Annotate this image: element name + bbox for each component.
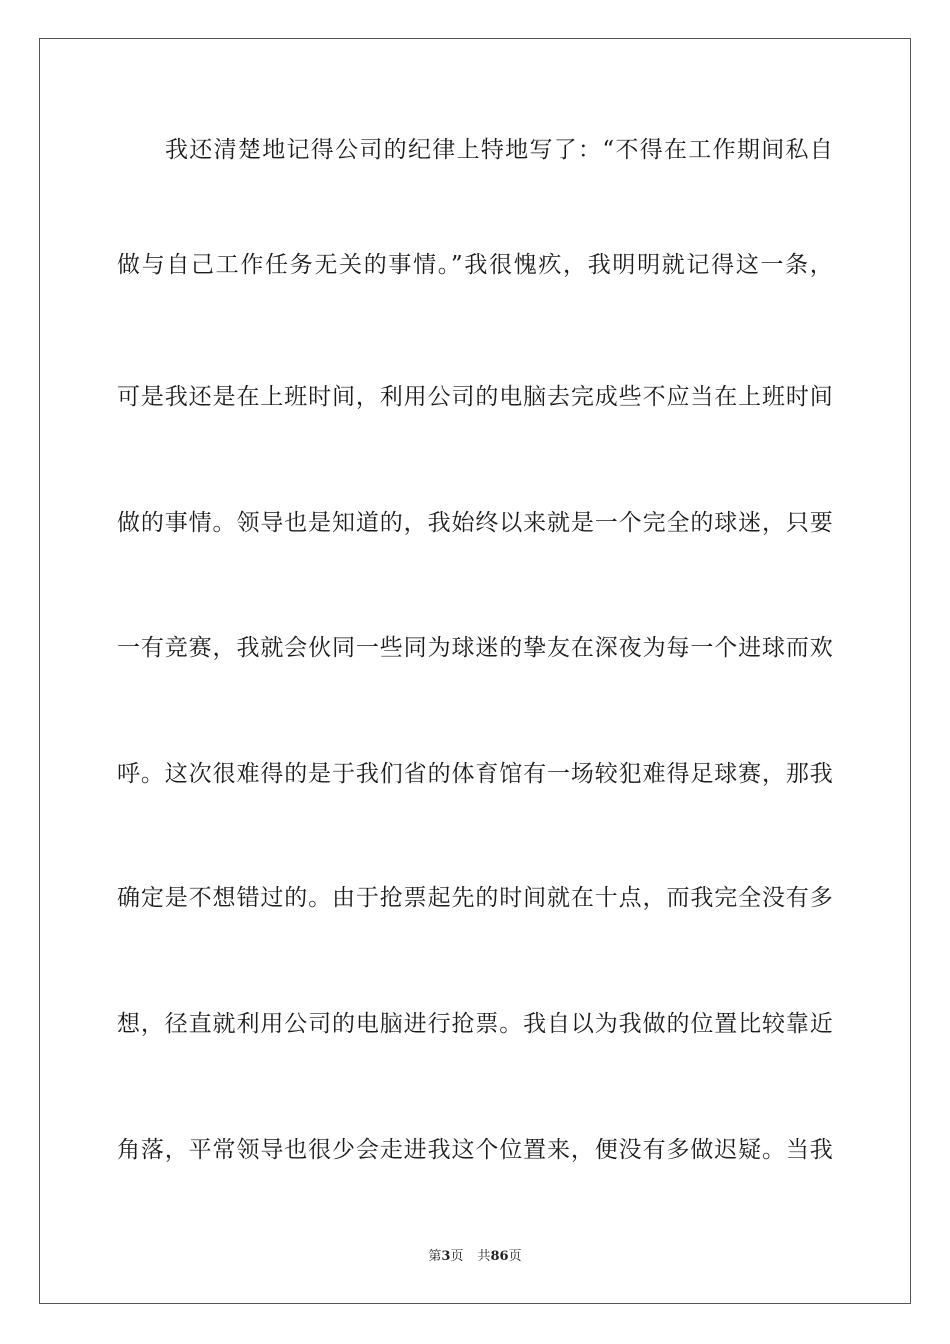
page-suffix: 页 [450,1249,464,1264]
paragraph-line-2: 做与自己工作任务无关的事情。”我很愧疚，我明明就记得这一条， [117,252,833,278]
page-footer [0,1248,950,1266]
paragraph-line-3: 可是我还是在上班时间，利用公司的电脑去完成些不应当在上班时间 [117,384,833,410]
page-number: 3 [441,1249,451,1264]
paragraph-line-7: 确定是不想错过的。由于抢票起先的时间就在十点，而我完全没有多 [117,885,833,911]
paragraph-line-8: 想，径直就利用公司的电脑进行抢票。我自以为我做的位置比较靠近 [117,1011,833,1037]
paragraph-line-5: 一有竞赛，我就会伙同一些同为球迷的挚友在深夜为每一个进球而欢 [117,635,833,661]
total-suffix: 页 [508,1249,522,1264]
paragraph-line-6: 呼。这次很难得的是于我们省的体育馆有一场较犯难得足球赛，那我 [117,761,833,787]
total-pages: 86 [490,1249,509,1264]
total-prefix: 共 [477,1249,491,1264]
page-prefix: 第 [428,1249,442,1264]
page-border [39,38,911,1304]
paragraph-line-9: 角落，平常领导也很少会走进我这个位置来，便没有多做迟疑。当我 [117,1137,833,1163]
paragraph-line-4: 做的事情。领导也是知道的，我始终以来就是一个完全的球迷，只要 [117,510,833,536]
paragraph-line-1: 我还清楚地记得公司的纪律上特地写了：“不得在工作期间私自 [165,137,833,163]
